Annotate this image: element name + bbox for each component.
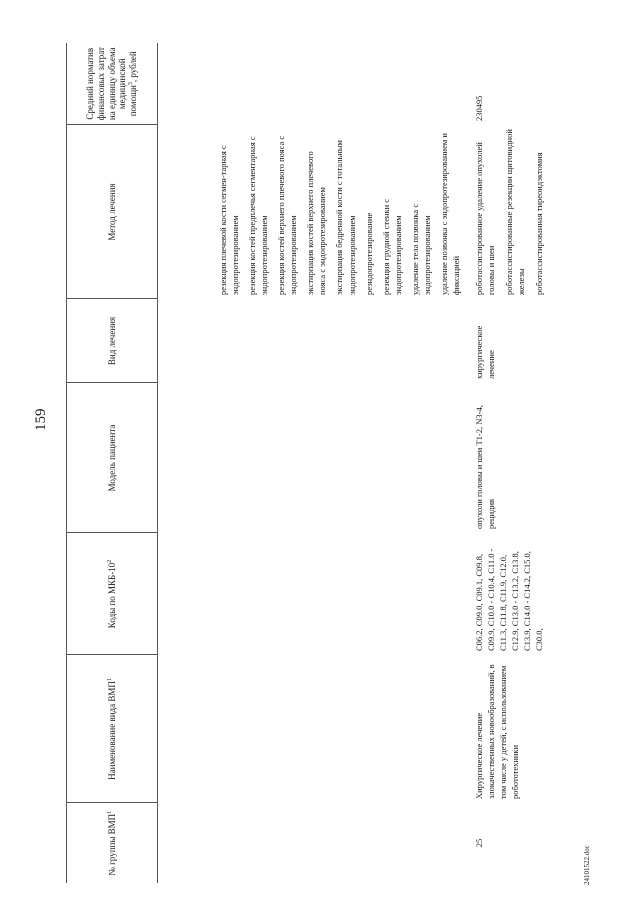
- document-code: 24101522.doc: [583, 845, 591, 885]
- icd-codes-cell: C06.2, C09.0, C09.1, C09.8, C09.9, C10.0 - C10.4, C11.0 - C11.3, C11.8, C11.9, C12.0, C12.9, C13.0 - C13.2, C13.8, C13.9, C14.0 - C14.2, C15.0, C30.0,: [474, 548, 545, 651]
- header-patient-model: Модель пациента: [67, 383, 158, 533]
- method-item: удаление позвонка с эндопротезированием и фиксацией: [438, 133, 461, 295]
- header-icd-codes: Коды по МКБ-$10^2$: [67, 533, 158, 655]
- header-treatment-type: Вид лечения: [67, 299, 158, 383]
- method-item: резекция костей предплечья сегментарная с эндопротезированием: [247, 136, 270, 295]
- method-item: экстирпация бедренной кости с тотальным эндопротезированием: [334, 140, 357, 295]
- table-cell: [158, 655, 470, 803]
- method-item: роботассистированная тиреоидэктомия: [534, 152, 545, 295]
- treatment-methods-cell: [469, 125, 554, 299]
- table-cell: [158, 383, 470, 533]
- method-item: резекция костей верхнего плечевого пояса с эндопротезированием: [276, 135, 299, 295]
- header-treatment-method: Метод лечения: [67, 125, 158, 299]
- page-number: 159: [33, 408, 49, 431]
- method-item: резекция грудной стенки с эндопротезированием: [380, 198, 403, 295]
- table-row-continuation: [158, 43, 470, 883]
- method-item: реэндопротезирование: [363, 212, 374, 295]
- table-cell: [158, 803, 470, 883]
- continued-methods-cell: [158, 125, 470, 299]
- method-item: резекция плечевой кости сегмен-тарная с эндопротезированием: [217, 145, 240, 295]
- vmp-table: [66, 43, 557, 883]
- treatment-type-cell: хирургическое лечение: [474, 325, 497, 379]
- header-average-cost: Средний норматив финансовых затрат на единицу объема медицинской помощи$^3$, рублей: [67, 43, 158, 125]
- table-header-row: [67, 43, 158, 883]
- table-row-25: [469, 43, 554, 883]
- method-item: роботассистированное удаление опухолей головы и шеи: [474, 142, 497, 295]
- header-group-number: № группы ВМП$^1$: [67, 803, 158, 883]
- table-cell: [158, 533, 470, 655]
- method-item: роботассистированные резекции щитовидной железы: [504, 129, 527, 295]
- table-cell: [158, 43, 470, 125]
- header-vmp-name: Наименование вида ВМП$^1$: [67, 655, 158, 803]
- method-item: экстирпация костей верхнего плечевого пояса с эндопротезированием: [305, 151, 328, 295]
- table-cell: [158, 299, 470, 383]
- average-cost-cell: 230495: [474, 95, 484, 121]
- patient-model-cell: опухоли головы и шеи T1-2, N3-4, рецидив: [474, 405, 497, 529]
- method-item: удаление тела позвонка с эндопротезированием: [409, 203, 432, 295]
- vmp-name-cell: Хирургическое лечение злокачественных новообразований, в том числе у детей, с использованием робототехники: [474, 664, 521, 799]
- group-number-cell: 25: [474, 838, 484, 848]
